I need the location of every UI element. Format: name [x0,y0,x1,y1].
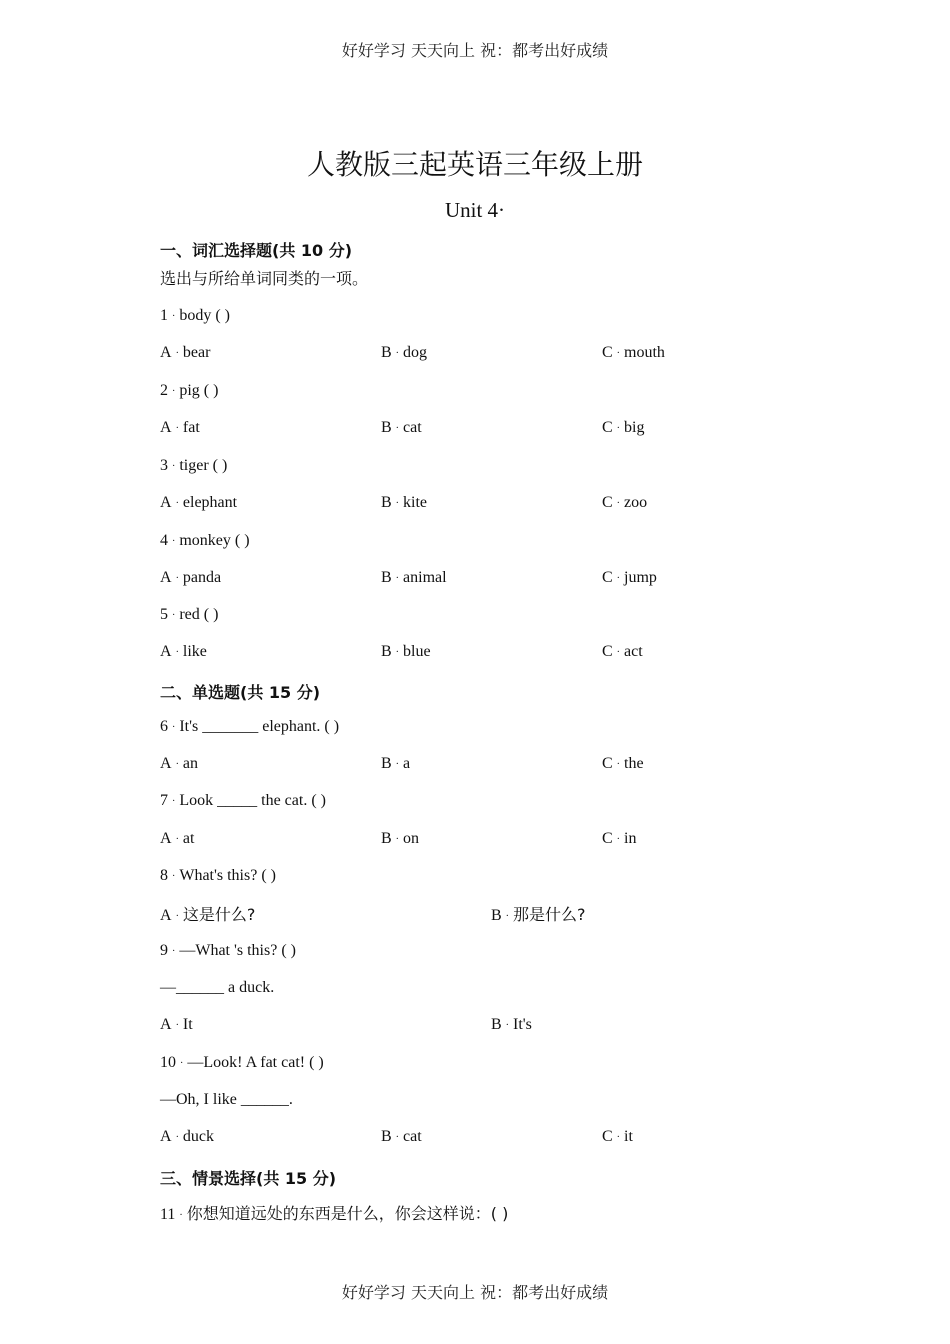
question-number: 11 [160,1206,176,1223]
question-number: 4 [160,532,168,549]
question-text: red ( ) [179,606,219,623]
q4-option-c: C · jump [602,569,657,586]
q6-option-a: A · an [160,755,199,772]
question-number: 8 [160,867,168,884]
page-header: 好好学习 天天向上 祝：都考出好成绩 [341,41,609,60]
question-text: —What 's this? ( ) [179,942,296,959]
question-4: 4 · monkey ( ) [160,532,250,549]
question-text: What's this? ( ) [179,867,276,884]
q5-option-b: B · blue [381,643,431,660]
q1-option-c: C · mouth [602,344,665,361]
section-heading-1: 一、词汇选择题(共 10 分) [160,241,353,260]
q2-option-b: B · cat [381,419,422,436]
section-heading-2: 二、单选题(共 15 分) [160,683,321,702]
q8-option-b: B · 那是什么? [491,905,586,924]
q8-option-a: A · 这是什么? [160,905,256,924]
question-text: monkey ( ) [179,532,250,549]
q2-option-c: C · big [602,419,645,436]
question-6: 6 · It's _______ elephant. ( ) [160,718,340,735]
question-10: 10 · —Look! A fat cat! ( ) [160,1054,324,1071]
q10-option-b: B · cat [381,1128,422,1145]
q9-option-a: A · It [160,1016,193,1033]
question-text: —Look! A fat cat! ( ) [187,1054,324,1071]
question-3: 3 · tiger ( ) [160,457,228,474]
q7-option-c: C · in [602,830,637,847]
question-text: tiger ( ) [179,457,228,474]
question-number: 6 [160,718,168,735]
question-8: 8 · What's this? ( ) [160,867,276,884]
q10-option-c: C · it [602,1128,633,1145]
question-1: 1 · body ( ) [160,307,230,324]
q3-option-c: C · zoo [602,494,648,511]
question-number: 9 [160,942,168,959]
q4-option-b: B · animal [381,569,447,586]
q4-option-a: A · panda [160,569,222,586]
question-10-line-2: —Oh, I like ______. [160,1091,293,1108]
question-text: It's _______ elephant. ( ) [179,718,340,735]
q5-option-c: C · act [602,643,643,660]
question-number: 7 [160,792,168,809]
q2-option-a: A · fat [160,419,200,436]
q3-option-a: A · elephant [160,494,238,511]
question-number: 5 [160,606,168,623]
section-heading-3: 三、情景选择(共 15 分) [160,1169,337,1188]
page-subtitle: Unit 4· [444,198,506,222]
q6-option-c: C · the [602,755,644,772]
question-number: 1 [160,307,168,324]
page-footer: 好好学习 天天向上 祝：都考出好成绩 [341,1283,609,1302]
question-11: 11 · 你想知道远处的东西是什么，你会这样说：( ) [160,1204,509,1223]
question-9: 9 · —What 's this? ( ) [160,942,296,959]
q3-option-b: B · kite [381,494,428,511]
q7-option-a: A · at [160,830,195,847]
q1-option-b: B · dog [381,344,428,361]
question-text: 你想知道远处的东西是什么，你会这样说：( ) [186,1204,509,1223]
q9-option-b: B · It's [491,1016,532,1033]
page-title: 人教版三起英语三年级上册 [306,148,643,181]
question-text: pig ( ) [179,382,219,399]
section-instruction-1: 选出与所给单词同类的一项。 [160,269,369,288]
question-number: 10 [160,1054,176,1071]
question-7: 7 · Look _____ the cat. ( ) [160,792,326,809]
question-9-line-2: —______ a duck. [160,979,275,996]
question-2: 2 · pig ( ) [160,382,219,399]
q6-option-b: B · a [381,755,411,772]
q7-option-b: B · on [381,830,420,847]
question-5: 5 · red ( ) [160,606,219,623]
q10-option-a: A · duck [160,1128,215,1145]
q5-option-a: A · like [160,643,207,660]
question-number: 2 [160,382,168,399]
question-text: Look _____ the cat. ( ) [179,792,326,809]
question-text: body ( ) [179,307,230,324]
q1-option-a: A · bear [160,344,211,361]
question-number: 3 [160,457,168,474]
